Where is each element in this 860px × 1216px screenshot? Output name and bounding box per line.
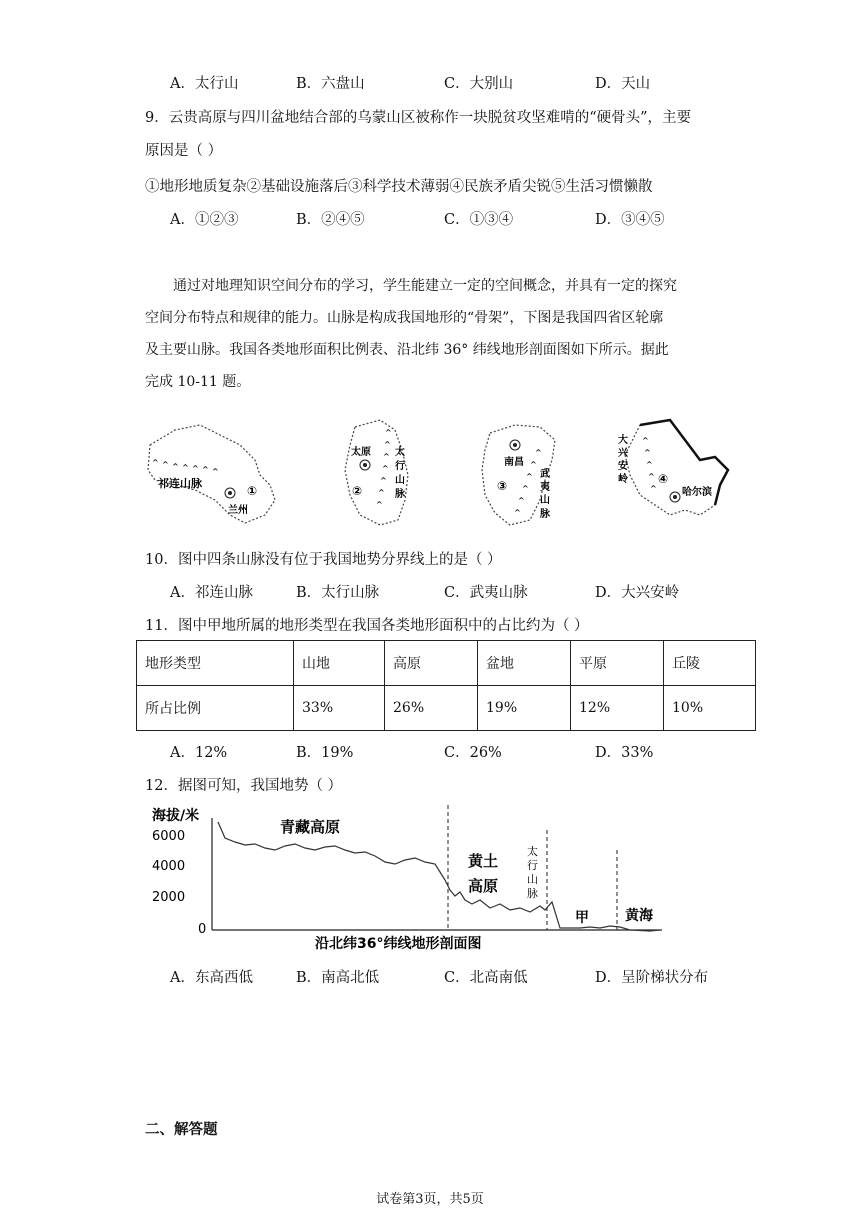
table-row (137, 686, 756, 731)
profile-label-loess: 黄土 (468, 852, 499, 870)
profile-tick: 6000 (152, 829, 186, 844)
section-heading: 二、解答题 (145, 1122, 218, 1138)
profile-label-taihang: 脉 (527, 887, 538, 900)
profile-tick: 2000 (152, 890, 186, 905)
svg-text:^: ^ (202, 465, 209, 474)
q9-statements: ①地形地质复杂②基础设施落后③科学技术薄弱④民族矛盾尖锐⑤生活习惯懒散 (145, 179, 653, 195)
table-cell: 19% (478, 686, 571, 731)
map2-number: ② (352, 484, 363, 498)
table-cell: 丘陵 (664, 641, 756, 686)
passage-line1: 通过对地理知识空间分布的学习，学生能建立一定的空间概念，并具有一定的探究 (173, 278, 677, 294)
profile-label-sea: 黄海 (625, 908, 653, 924)
table-cell: 10% (664, 686, 756, 731)
table-cell: 地形类型 (137, 641, 294, 686)
profile-tick: 0 (198, 922, 207, 937)
map2-range-char: 行 (395, 461, 405, 472)
svg-text:^: ^ (383, 452, 390, 461)
svg-text:^: ^ (650, 484, 657, 493)
table-cell: 26% (385, 686, 478, 731)
map1-number: ① (247, 484, 258, 498)
q12-option-a: A．东高西低 (170, 970, 253, 986)
svg-text:^: ^ (384, 440, 391, 449)
passage-line3: 及主要山脉。我国各类地形面积比例表、沿北纬 36° 纬线地形剖面图如下所示。据此 (145, 342, 669, 358)
q9-option-a: A．①②③ (170, 212, 239, 228)
map2-range-char: 太 (395, 447, 405, 458)
svg-text:^: ^ (382, 464, 389, 473)
svg-text:^: ^ (526, 472, 533, 481)
map3-range-char: 脉 (540, 509, 550, 520)
q10-option-d: D．大兴安岭 (595, 585, 680, 601)
page-footer: 试卷第3页，共5页 (376, 1192, 484, 1207)
profile-ylabel: 海拔/米 (152, 808, 200, 824)
table-cell: 山地 (294, 641, 385, 686)
svg-text:^: ^ (535, 448, 542, 457)
map1-range-label: 祁连山脉 (158, 477, 202, 490)
svg-text:^: ^ (192, 464, 199, 473)
svg-text:^: ^ (172, 462, 179, 471)
q12-option-b: B．南高北低 (296, 970, 380, 986)
passage-line2: 空间分布特点和规律的能力。山脉是构成我国地形的“骨架”，下图是我国四省区轮廓 (145, 310, 664, 326)
q10-option-c: C．武夷山脉 (444, 585, 528, 601)
map-shanxi (345, 420, 408, 525)
table-cell: 所占比例 (137, 686, 294, 731)
map4-number: ④ (658, 472, 669, 486)
svg-text:^: ^ (644, 448, 651, 457)
svg-text:^: ^ (530, 460, 537, 469)
profile-label-plateau: 青藏高原 (280, 818, 341, 836)
table-row (137, 641, 756, 686)
svg-text:^: ^ (162, 460, 169, 469)
q9-option-c: C．①③④ (444, 212, 514, 228)
profile-label-taihang: 太 (527, 845, 538, 858)
svg-text:^: ^ (152, 458, 159, 467)
q11-option-d: D．33% (595, 745, 654, 761)
map2-city-label: 太原 (351, 447, 371, 458)
q12-option-c: C．北高南低 (444, 970, 528, 986)
svg-text:^: ^ (378, 488, 385, 497)
q8-option-b: B．六盘山 (296, 76, 365, 92)
q9-stem-line2: 原因是（ ） (145, 143, 223, 159)
profile-label-jia: 甲 (575, 910, 589, 926)
q10-option-b: B．太行山脉 (296, 585, 380, 601)
map3-city-label: 南昌 (504, 457, 524, 468)
q12-option-d: D．呈阶梯状分布 (595, 970, 709, 986)
map2-range-char: 脉 (395, 489, 405, 500)
map3-range-char: 夷 (540, 482, 550, 493)
q9-option-d: D．③④⑤ (595, 212, 665, 228)
map-gansu (148, 425, 275, 523)
q11-option-b: B．19% (296, 745, 354, 761)
svg-text:^: ^ (514, 508, 521, 517)
q8-option-c: C．大别山 (444, 76, 514, 92)
svg-text:^: ^ (385, 428, 392, 437)
q9-option-b: B．②④⑤ (296, 212, 365, 228)
svg-text:^: ^ (646, 460, 653, 469)
profile-tick: 4000 (152, 859, 186, 874)
map4-range-char: 岭 (618, 474, 628, 485)
svg-text:^: ^ (380, 476, 387, 485)
map4-city-label: 哈尔滨 (682, 487, 712, 498)
terrain-ratio-table (136, 640, 756, 731)
profile-label-loess: 高原 (468, 877, 499, 895)
q10-option-a: A．祁连山脉 (170, 585, 253, 601)
table-cell: 33% (294, 686, 385, 731)
map-jiangxi (482, 425, 555, 525)
passage-line4: 完成 10-11 题。 (145, 374, 251, 390)
terrain-profile (150, 800, 670, 955)
svg-text:^: ^ (376, 500, 383, 509)
q11-stem: 11．图中甲地所属的地形类型在我国各类地形面积中的占比约为（ ） (145, 618, 589, 634)
svg-text:^: ^ (212, 467, 219, 476)
map3-range-char: 山 (540, 495, 550, 506)
map-heilongjiang (618, 420, 728, 515)
map3-number: ③ (497, 479, 508, 493)
map4-range-char: 兴 (618, 448, 628, 459)
table-cell: 盆地 (478, 641, 571, 686)
svg-text:^: ^ (522, 484, 529, 493)
profile-label-taihang: 山 (527, 873, 538, 886)
q12-stem: 12．据图可知，我国地势（ ） (145, 778, 343, 794)
q11-option-a: A．12% (170, 745, 228, 761)
svg-text:^: ^ (648, 472, 655, 481)
map4-range-char: 大 (618, 435, 628, 446)
profile-label-taihang: 行 (527, 859, 538, 872)
q8-option-a: A．太行山 (170, 76, 239, 92)
province-maps (140, 415, 740, 535)
passage (145, 270, 725, 398)
map4-range-char: 安 (618, 461, 628, 472)
q9-stem-line1: 9．云贵高原与四川盆地结合部的乌蒙山区被称作一块脱贫攻坚难啃的“硬骨头”，主要 (145, 110, 692, 126)
q8-option-d: D．天山 (595, 76, 651, 92)
svg-text:^: ^ (518, 496, 525, 505)
table-cell: 12% (571, 686, 664, 731)
map2-range-char: 山 (395, 475, 405, 486)
q11-option-c: C．26% (444, 745, 502, 761)
q10-stem: 10．图中四条山脉没有位于我国地势分界线上的是（ ） (145, 552, 502, 568)
svg-text:^: ^ (182, 463, 189, 472)
table-cell: 高原 (385, 641, 478, 686)
svg-text:^: ^ (642, 436, 649, 445)
profile-caption: 沿北纬36°纬线地形剖面图 (315, 936, 482, 952)
table-cell: 平原 (571, 641, 664, 686)
map1-city-label: 兰州 (228, 505, 248, 516)
map3-range-char: 武 (540, 469, 550, 480)
